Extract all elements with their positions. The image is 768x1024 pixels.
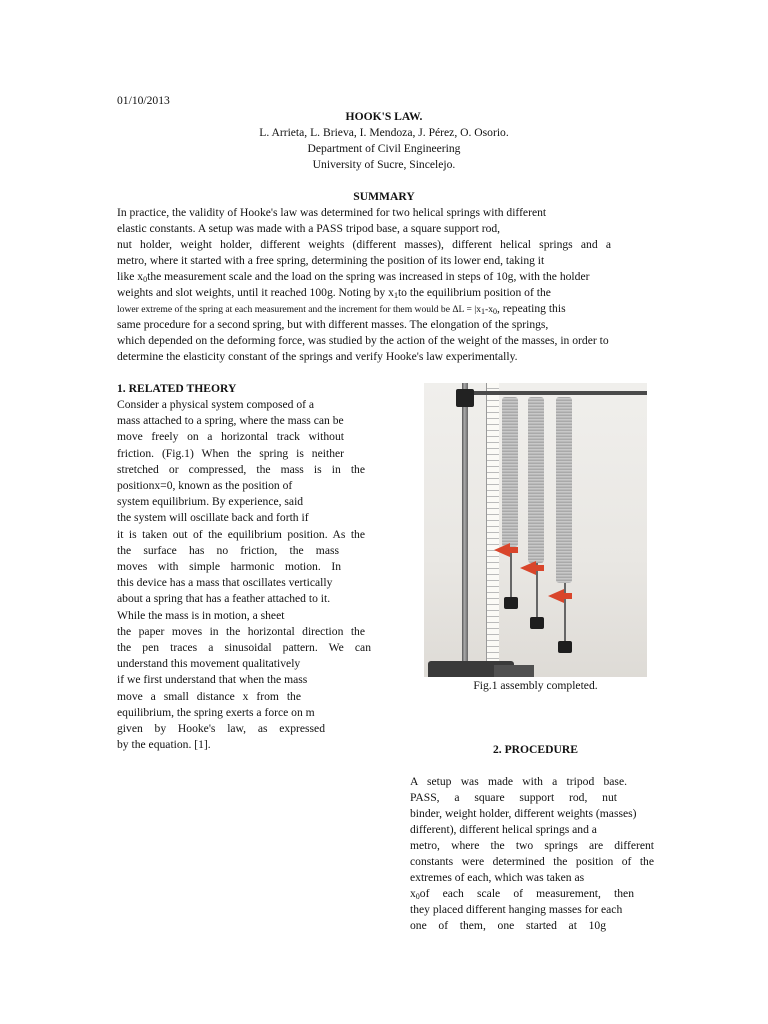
spring <box>528 397 544 563</box>
theory-line: move a small distance x from the <box>117 689 301 703</box>
mass <box>504 597 518 609</box>
pointer-arrow-icon <box>520 561 536 575</box>
procedure-heading: 2. PROCEDURE <box>492 743 579 756</box>
procedure-line: extremes of each, which was taken as <box>410 871 585 884</box>
summary-line: lower extreme of the spring at each measurement and the increment for them would be $\Delta L = |x_1-x_0$, repeating this <box>117 302 566 316</box>
procedure-line: metro, where the two springs are different <box>410 839 654 852</box>
theory-line: the system will oscillate back and forth if <box>117 511 309 525</box>
figure-caption: Fig.1 assembly completed. <box>473 679 598 692</box>
theory-line: equilibrium, the spring exerts a force on m <box>117 705 315 719</box>
horizontal-bar <box>468 391 647 395</box>
summary-line: metro, where it started with a free spring, determining the position of its lower end, taking it <box>117 254 545 267</box>
theory-line: it is taken out of the equilibrium position. As the <box>117 527 365 541</box>
theory-line: moves with simple harmonic motion. In <box>117 560 341 573</box>
summary-line: In practice, the validity of Hooke's law was determined for two helical springs with different <box>117 206 547 219</box>
theory-line: stretched or compressed, the mass is in the <box>117 462 365 476</box>
theory-line: the pen traces a sinusoidal pattern. We can <box>117 641 371 654</box>
summary-line: determine the elasticity constant of the springs and verify Hooke's law experimentally. <box>117 350 518 363</box>
procedure-line: binder, weight holder, different weights (masses) <box>410 807 637 820</box>
procedure-line: they placed different hanging masses for each <box>410 903 623 916</box>
mass <box>530 617 544 629</box>
clamp <box>456 389 474 407</box>
pointer-arrow-icon <box>494 543 510 557</box>
procedure-line: $x_0$ of each scale of measurement, then <box>410 887 634 901</box>
pointer-arrow-icon <box>548 589 564 603</box>
summary-line: weights and slot weights, until it reached 100g. Noting by $x_1to$ the equilibrium position of the <box>117 286 551 300</box>
authors: L. Arrieta, L. Brieva, I. Mendoza, J. Pérez, O. Osorio. <box>259 126 509 139</box>
procedure-line: one of them, one started at 10g <box>410 919 606 932</box>
spring <box>502 397 518 547</box>
theory-line: friction. (Fig.1) When the spring is neither <box>117 446 344 460</box>
summary-line: which depended on the deforming force, was studied by the action of the weight of the masses, in order to <box>117 334 609 347</box>
theory-line: given by Hooke's law, as expressed <box>117 722 325 735</box>
theory-line: about a spring that has a feather attached to it. <box>117 592 331 606</box>
theory-line: system equilibrium. By experience, said <box>117 495 304 509</box>
summary-line: like $x_0the$ measurement scale and the load on the spring was increased in steps of 10g, with the holder <box>117 270 590 284</box>
paper-title: HOOK'S LAW. <box>345 110 423 123</box>
theory-line: the surface has no friction, the mass <box>117 543 339 557</box>
date: 01/10/2013 <box>117 94 170 107</box>
department: Department of Civil Engineering <box>307 142 461 155</box>
procedure-line: A setup was made with a tripod base. <box>410 775 627 788</box>
theory-line: if we first understand that when the mass <box>117 673 308 687</box>
university: University of Sucre, Sincelejo. <box>312 158 456 171</box>
theory-line: move freely on a horizontal track without <box>117 430 344 444</box>
wire <box>536 563 538 617</box>
summary-line: nut holder, weight holder, different weights (different masses), different helical springs and a <box>117 238 611 251</box>
theory-heading: 1. RELATED THEORY <box>117 382 237 395</box>
theory-line: mass attached to a spring, where the mass can be <box>117 414 344 428</box>
procedure-line: constants were determined the position of the <box>410 855 654 868</box>
measurement-scale <box>486 383 499 677</box>
wire <box>510 547 512 597</box>
procedure-line: different), different helical springs and a <box>410 823 597 836</box>
theory-line: understand this movement qualitatively <box>117 657 301 671</box>
summary-line: elastic constants. A setup was made with a PASS tripod base, a square support rod, <box>117 222 501 235</box>
theory-line: this device has a mass that oscillates vertically <box>117 576 333 590</box>
theory-line: positionx=0, known as the position of <box>117 479 293 492</box>
summary-line: same procedure for a second spring, but with different masses. The elongation of the springs, <box>117 318 549 331</box>
theory-line: the paper moves in the horizontal direction the <box>117 624 365 638</box>
theory-line: Consider a physical system composed of a <box>117 398 315 411</box>
mass <box>558 641 572 653</box>
theory-line: by the equation. [1]. <box>117 738 211 752</box>
theory-line: While the mass is in motion, a sheet <box>117 608 285 622</box>
tripod-base <box>494 665 534 677</box>
summary-heading: SUMMARY <box>353 190 415 203</box>
support-rod <box>462 383 468 677</box>
figure-spring-assembly <box>424 383 647 677</box>
spring <box>556 397 572 583</box>
procedure-line: PASS, a square support rod, nut <box>410 791 617 804</box>
wire <box>564 583 566 641</box>
